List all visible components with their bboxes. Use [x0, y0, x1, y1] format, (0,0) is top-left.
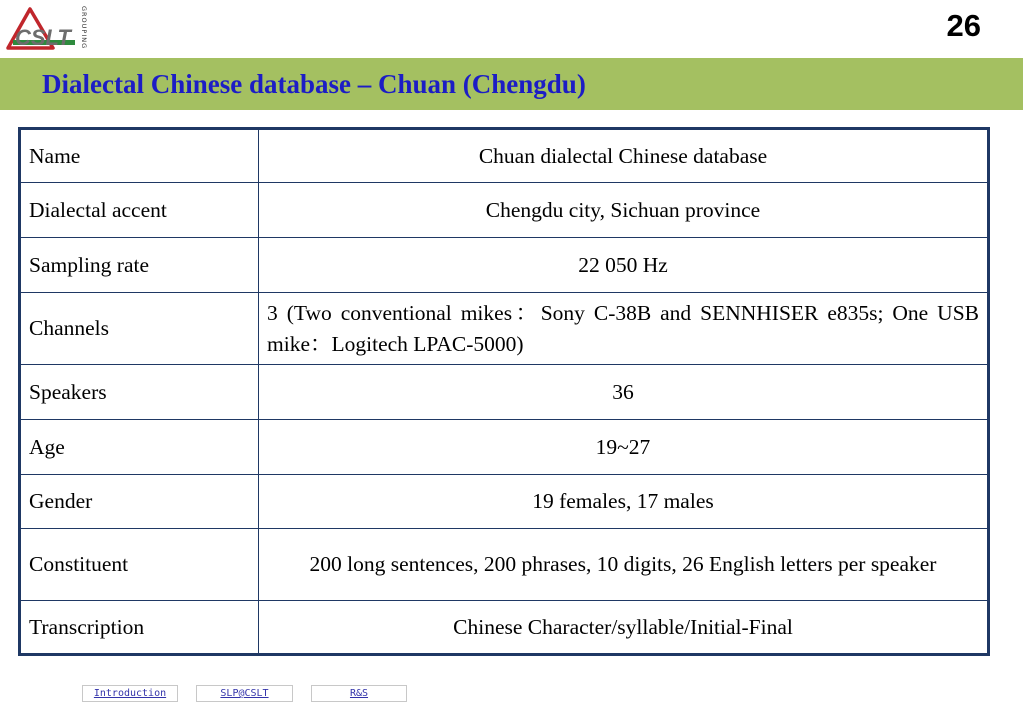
table-row: [20, 183, 989, 238]
row-key: Channels: [20, 293, 259, 365]
table-row: [20, 238, 989, 293]
logo-mark: CSLT: [15, 25, 71, 50]
table-row: [20, 129, 989, 183]
table-row: [20, 293, 989, 365]
row-value: 200 long sentences, 200 phrases, 10 digits, 26 English letters per speaker: [259, 529, 989, 601]
table-row: [20, 601, 989, 655]
row-key: Sampling rate: [20, 238, 259, 293]
logo-vertical-text: GROUPING: [80, 6, 88, 50]
row-value: Chuan dialectal Chinese database: [259, 129, 989, 183]
row-value: 36: [259, 365, 989, 420]
row-value: 3 (Two conventional mikes：Sony C-38B and SENNHISER e835s; One USB mike：Logitech LPAC-5000): [259, 293, 989, 365]
table-row: [20, 365, 989, 420]
row-value: 19~27: [259, 420, 989, 475]
row-value: Chinese Character/syllable/Initial-Final: [259, 601, 989, 655]
row-key: Gender: [20, 475, 259, 529]
row-value: 22 050 Hz: [259, 238, 989, 293]
row-key: Speakers: [20, 365, 259, 420]
row-value: Chengdu city, Sichuan province: [259, 183, 989, 238]
row-key: Constituent: [20, 529, 259, 601]
footer-link-slp-cslt[interactable]: SLP@CSLT: [196, 685, 293, 702]
row-key: Age: [20, 420, 259, 475]
row-key: Name: [20, 129, 259, 183]
table-row: [20, 420, 989, 475]
row-key: Transcription: [20, 601, 259, 655]
row-key: Dialectal accent: [20, 183, 259, 238]
footer-link-introduction[interactable]: Introduction: [82, 685, 178, 702]
page-number: 26: [946, 8, 981, 43]
table-row: [20, 529, 989, 601]
footer-link-rs[interactable]: R&S: [311, 685, 407, 702]
database-info-table: [18, 127, 990, 656]
page-title: Dialectal Chinese database – Chuan (Chengdu): [42, 69, 586, 99]
row-value: 19 females, 17 males: [259, 475, 989, 529]
cslt-logo: [4, 2, 90, 64]
table-row: [20, 475, 989, 529]
